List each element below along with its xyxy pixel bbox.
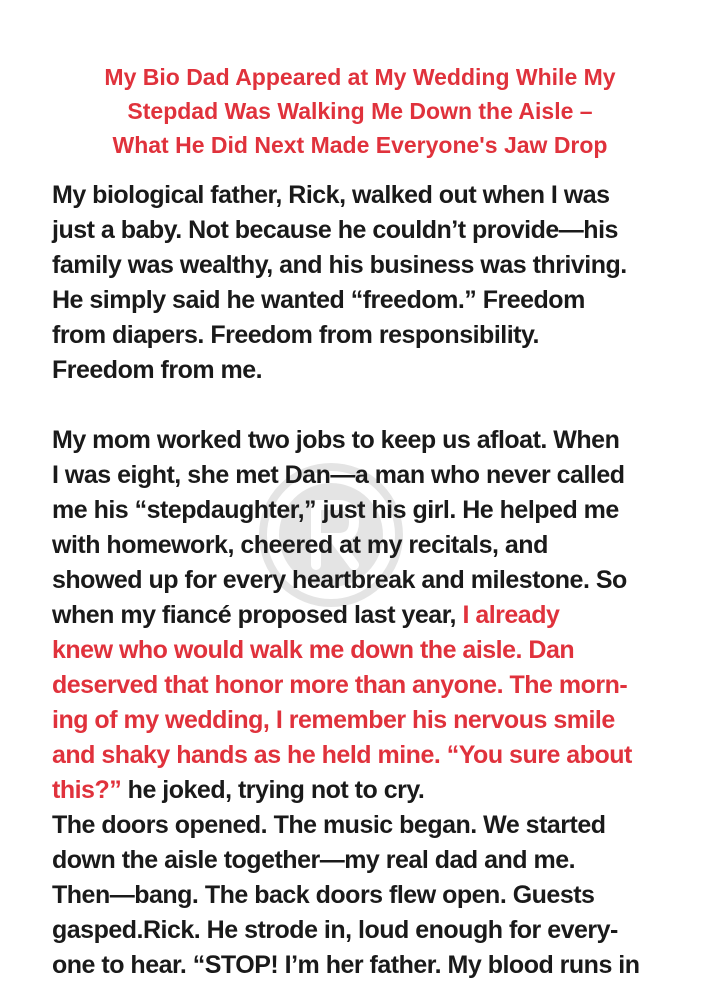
title-line: My Bio Dad Appeared at My Wedding While My	[104, 64, 616, 90]
text-line: from diapers. Freedom from responsibility.	[52, 321, 539, 349]
text-line: Freedom from me.	[52, 356, 263, 384]
text-line: with homework, cheered at my recitals, and	[52, 531, 548, 559]
text-line: The doors opened. The music began. We started	[52, 811, 606, 839]
title-line: What He Did Next Made Everyone's Jaw Drop	[112, 132, 608, 158]
paragraph-2	[52, 423, 652, 808]
text-line: he joked, trying not to cry.	[127, 776, 425, 804]
text-line: one to hear. “STOP! I’m her father. My blood runs in	[52, 951, 640, 979]
article-body	[52, 178, 652, 983]
highlighted-text-line: knew who would walk me down the aisle. Dan	[52, 636, 575, 664]
paragraph-gap	[52, 388, 652, 423]
highlighted-text: I already	[462, 601, 560, 629]
title-line: Stepdad Was Walking Me Down the Aisle –	[127, 98, 593, 124]
text-line: showed up for every heartbreak and milestone. So	[52, 566, 627, 594]
highlighted-text-line: deserved that honor more than anyone. The morn-	[52, 671, 628, 699]
paragraph-3	[52, 808, 652, 983]
text-line: He simply said he wanted “freedom.” Freedom	[52, 286, 585, 314]
text-line: when my fiancé proposed last year,	[52, 601, 456, 629]
paragraph-1	[52, 178, 652, 388]
text-line: me his “stepdaughter,” just his girl. He helped me	[52, 496, 619, 524]
text-line: Then—bang. The back doors flew open. Guests	[52, 881, 595, 909]
text-line: My mom worked two jobs to keep us afloat. When	[52, 426, 620, 454]
text-line: family was wealthy, and his business was thriving.	[52, 251, 627, 279]
highlighted-text: this?”	[52, 776, 122, 804]
text-line: down the aisle together—my real dad and me.	[52, 846, 576, 874]
text-line: My biological father, Rick, walked out when I was	[52, 181, 610, 209]
text-line: just a baby. Not because he couldn’t provide—his	[52, 216, 618, 244]
highlighted-text-line: ing of my wedding, I remember his nervous smile	[52, 706, 615, 734]
article-title	[40, 60, 680, 162]
text-line: I was eight, she met Dan—a man who never called	[52, 461, 625, 489]
text-line: gasped.Rick. He strode in, loud enough for every-	[52, 916, 618, 944]
highlighted-text-line: and shaky hands as he held mine. “You sure about	[52, 741, 632, 769]
